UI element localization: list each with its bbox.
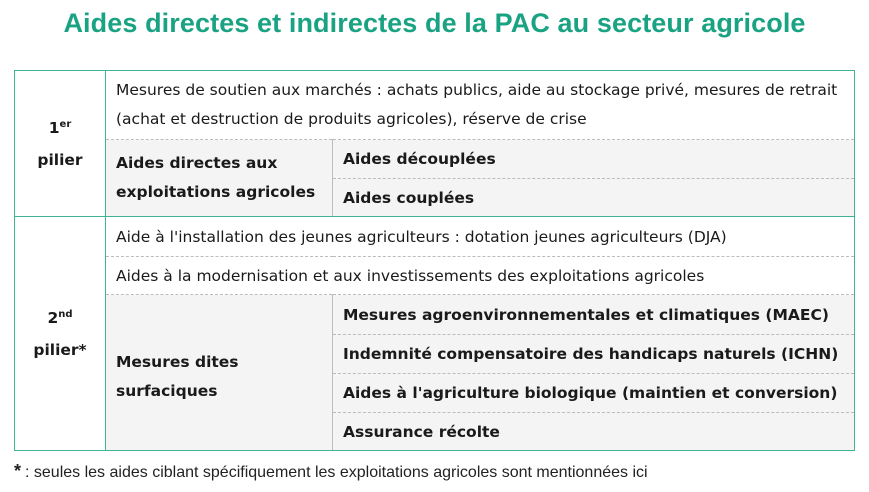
modernisation-aid: Aides à la modernisation et aux investissements des exploitations agricoles [106, 257, 855, 295]
maec-measure: Mesures agroenvironnementales et climatiques (MAEC) [333, 295, 855, 335]
market-support-measures: Mesures de soutien aux marchés : achats publics, aide au stockage privé, mesures de retrait (achat et destruction de produits agricoles), réserve de crise [106, 71, 855, 140]
young-farmers-aid: Aide à l'installation des jeunes agriculteurs : dotation jeunes agriculteurs (DJA) [106, 217, 855, 257]
crop-insurance: Assurance récolte [333, 413, 855, 451]
footnote-star: * [14, 461, 22, 481]
pillar-2-label: 2nd pilier* [15, 217, 106, 451]
coupled-aids: Aides couplées [333, 179, 855, 217]
organic-farming-aid: Aides à l'agriculture biologique (maintien et conversion) [333, 374, 855, 413]
footnote [14, 461, 648, 482]
footnote-text: : seules les aides ciblant spécifiquement les exploitations agricoles sont mentionnées ici [25, 464, 648, 481]
ichn-measure: Indemnité compensatoire des handicaps naturels (ICHN) [333, 335, 855, 374]
page-title: Aides directes et indirectes de la PAC au secteur agricole [63, 8, 806, 38]
pillar-1-label: 1er pilier [15, 71, 106, 217]
pac-aid-table [14, 70, 855, 451]
surface-measures-label: Mesures dites surfaciques [106, 295, 333, 451]
decoupled-aids: Aides découplées [333, 140, 855, 179]
direct-aids-label: Aides directes aux exploitations agricoles [106, 140, 333, 217]
